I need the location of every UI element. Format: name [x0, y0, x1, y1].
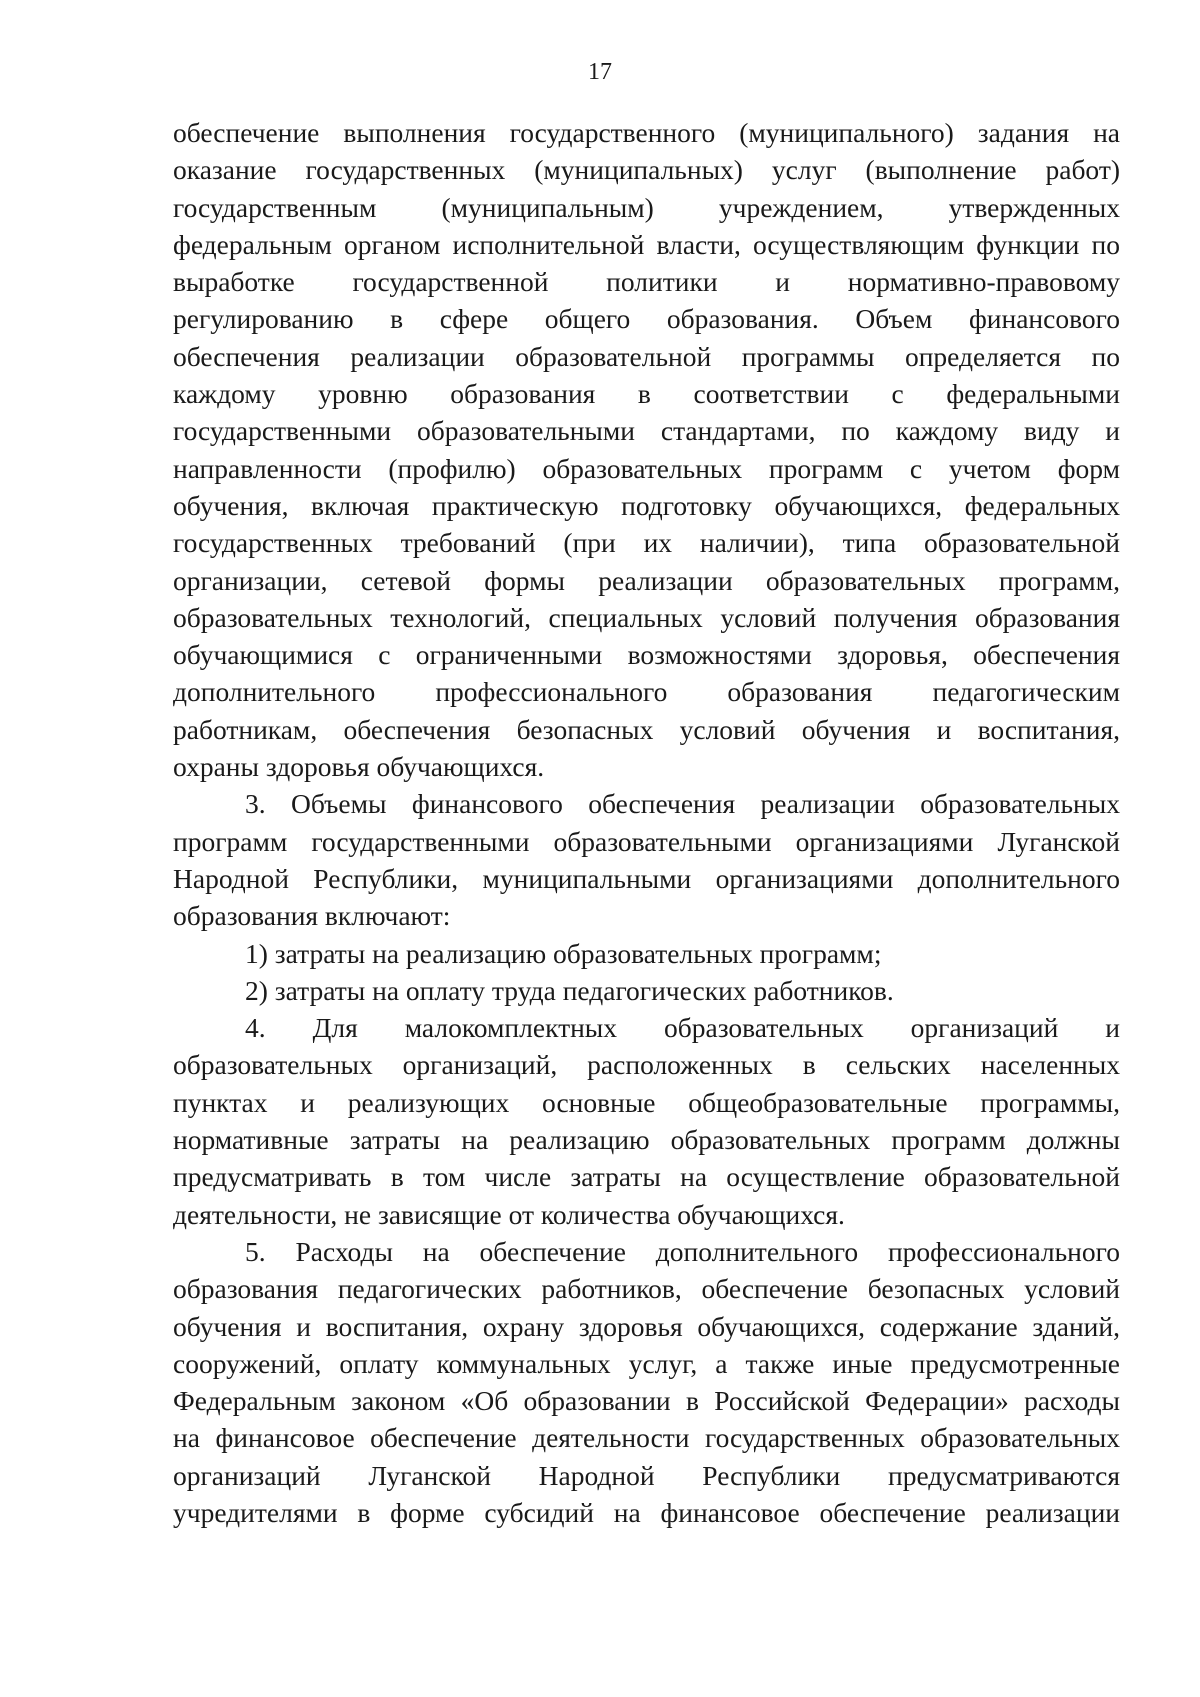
text-line: учредителями в форме субсидий на финансовое обеспечение реализации: [173, 1496, 1120, 1528]
text-line: на финансовое обеспечение деятельности государственных образовательных: [173, 1422, 1120, 1454]
text-line: сооружений, оплату коммунальных услуг, а также иные предусмотренные: [173, 1347, 1120, 1379]
text-line: федеральным органом исполнительной власти, осуществляющим функции по: [173, 228, 1120, 260]
text-line: пунктах и реализующих основные общеобразовательные программы,: [173, 1086, 1120, 1118]
paragraph-subitem-2: [173, 972, 1120, 1009]
text-line: 2) затраты на оплату труда педагогических работников.: [245, 974, 894, 1006]
text-line: образовательных технологий, специальных условий получения образования: [173, 601, 1120, 633]
text-line: государственных требований (при их наличии), типа образовательной: [173, 527, 1120, 559]
text-line: работникам, обеспечения безопасных условий обучения и воспитания,: [173, 713, 1120, 745]
text-line: дополнительного профессионального образования педагогическим: [173, 676, 1120, 708]
text-line: 3. Объемы финансового обеспечения реализации образовательных: [245, 788, 1120, 820]
text-line: образования включают:: [173, 900, 451, 932]
text-line: обучения, включая практическую подготовку обучающихся, федеральных: [173, 489, 1120, 521]
text-line: нормативные затраты на реализацию образовательных программ должны: [173, 1124, 1120, 1156]
paragraph-item-5: [173, 1233, 1120, 1531]
paragraph-subitem-1: [173, 935, 1120, 972]
text-line: оказание государственных (муниципальных) услуг (выполнение работ): [173, 154, 1120, 186]
paragraph-item-3: [173, 785, 1120, 934]
page-number: 17: [588, 59, 612, 85]
text-line: обеспечение выполнения государственного (муниципального) задания на: [173, 117, 1120, 148]
text-line: организаций Луганской Народной Республики предусматриваются: [173, 1459, 1120, 1491]
text-line: 5. Расходы на обеспечение дополнительного профессионального: [245, 1235, 1120, 1267]
paragraph-item-4: [173, 1009, 1120, 1233]
text-line: государственным (муниципальным) учреждением, утвержденных: [173, 191, 1120, 223]
text-line: образования педагогических работников, обеспечение безопасных условий: [173, 1273, 1120, 1305]
text-line: каждому уровню образования в соответствии с федеральными: [173, 378, 1120, 410]
text-line: обучения и воспитания, охрану здоровья обучающихся, содержание зданий,: [173, 1310, 1120, 1342]
text-line: регулированию в сфере общего образования. Объем финансового: [173, 303, 1120, 335]
text-line: выработке государственной политики и нормативно-правовому: [173, 266, 1120, 298]
text-line: Народной Республики, муниципальными организациями дополнительного: [173, 862, 1120, 894]
text-line: образовательных организаций, расположенных в сельских населенных: [173, 1049, 1120, 1081]
text-line: программ государственными образовательными организациями Луганской: [173, 825, 1120, 857]
text-line: охраны здоровья обучающихся.: [173, 751, 545, 783]
text-line: 1) затраты на реализацию образовательных программ;: [245, 937, 882, 969]
document-body: [173, 114, 1120, 1531]
text-line: направленности (профилю) образовательных программ с учетом форм: [173, 452, 1120, 484]
text-line: 4. Для малокомплектных образовательных организаций и: [245, 1012, 1120, 1044]
text-line: организации, сетевой формы реализации образовательных программ,: [173, 564, 1120, 596]
text-line: Федеральным законом «Об образовании в Российской Федерации» расходы: [173, 1385, 1120, 1417]
text-line: обеспечения реализации образовательной программы определяется по: [173, 340, 1120, 372]
paragraph-continuation: [173, 114, 1120, 785]
text-line: обучающимися с ограниченными возможностями здоровья, обеспечения: [173, 639, 1120, 671]
text-line: предусматривать в том числе затраты на осуществление образовательной: [173, 1161, 1120, 1193]
text-line: деятельности, не зависящие от количества обучающихся.: [173, 1198, 845, 1230]
text-line: государственными образовательными стандартами, по каждому виду и: [173, 415, 1120, 447]
